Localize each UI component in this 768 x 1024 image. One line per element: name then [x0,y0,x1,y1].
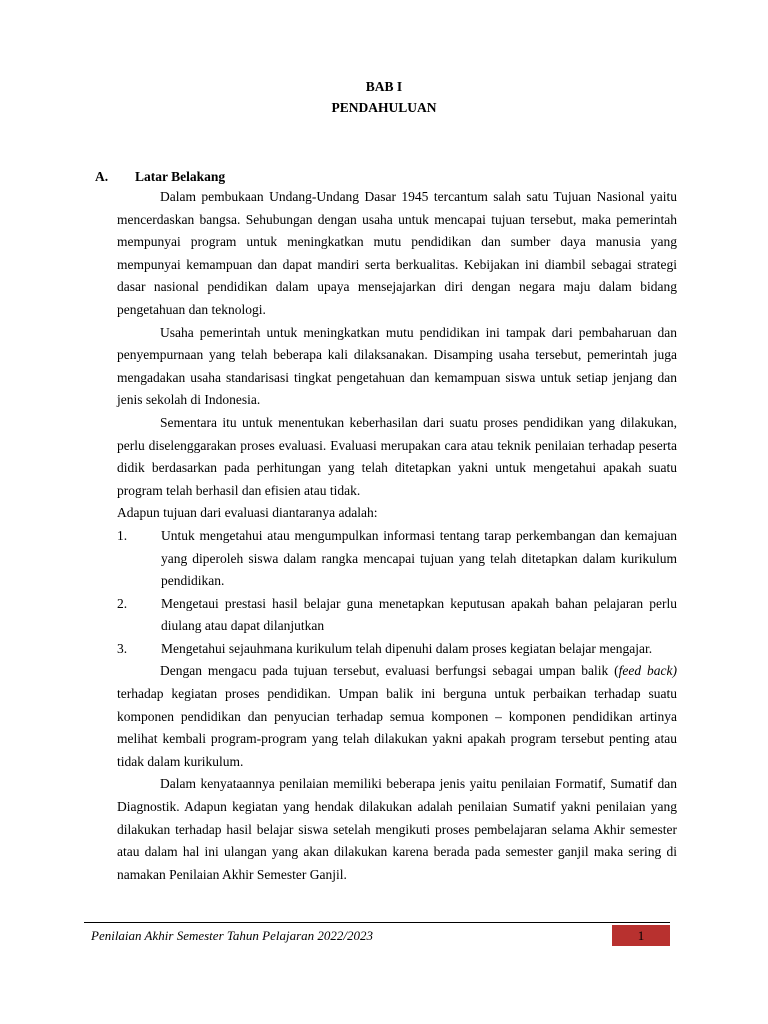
body-text [117,186,677,886]
paragraph-text: terhadap kegiatan proses pendidikan. Umpan balik ini berguna untuk perbaikan terhadap suatu komponen pendidikan dan penyucian terhadap semua komponen – komponen pendidikan artinya melihat kembali program-program yang telah dilakukan yakni apakah program tersebut penting atau tidak dalam kurikulum. [117,686,677,769]
list-item-text: Mengetahui sejauhmana kurikulum telah dipenuhi dalam proses kegiatan belajar mengajar. [161,640,653,656]
list-intro: Adapun tujuan dari evaluasi diantaranya adalah: [117,505,378,521]
paragraph: Sementara itu untuk menentukan keberhasilan dari suatu proses pendidikan yang dilakukan, perlu diselenggarakan proses evaluasi. Evaluasi merupakan cara atau teknik penilaian terhadap peserta didik berdasarkan pada perhitungan yang telah ditetapkan yakni untuk mengetahui apakah suatu program telah berhasil dan efisien atau tidak. [117,414,677,498]
section-number: A. [95,169,109,184]
list-item [117,638,677,661]
list-item-number: 1. [117,527,128,543]
paragraph-text: Dengan mengacu pada tujuan tersebut, evaluasi berfungsi sebagai umpan balik ( [160,663,619,679]
section-heading [95,169,225,185]
list-item [117,525,677,593]
paragraph: Dalam pembukaan Undang-Undang Dasar 1945 tercantum salah satu Tujuan Nasional yaitu mencerdaskan bangsa. Sehubungan dengan usaha untuk mencapai tujuan tersebut, maka pemerintah mempunyai program untuk meningkatkan mutu pendidikan dan sumber daya manusia yang mempunyai kemampuan dan dapat mandiri serta berkualitas. Kebijakan ini diambil sebagai strategi dasar nasional pendidikan dalam upaya mensejajarkan diri dengan negara maju dalam bidang pengetahuan dan teknologi. [117,189,677,317]
objectives-list [117,525,677,661]
footer-divider [84,922,670,923]
footer-text: Penilaian Akhir Semester Tahun Pelajaran 2022/2023 [91,928,374,943]
list-item-number: 3. [117,640,128,656]
section-title: Latar Belakang [135,169,226,184]
list-item-text: Mengetaui prestasi hasil belajar guna menetapkan keputusan apakah bahan pelajaran perlu diulang atau dapat dilanjutkan [161,595,677,634]
list-item-number: 2. [117,595,128,611]
list-item [117,593,677,638]
paragraph: Usaha pemerintah untuk meningkatkan mutu pendidikan ini tampak dari pembaharuan dan penyempurnaan yang telah beberapa kali dilaksanakan. Disamping usaha tersebut, pemerintah juga mengadakan usaha standarisasi tingkat pengetahuan dan kemampuan siswa untuk setiap jenjang dan jenis sekolah di Indonesia. [117,324,677,408]
chapter-number: BAB I [365,79,403,94]
paragraph-feedback [117,660,677,773]
paragraph: Dalam kenyataannya penilaian memiliki beberapa jenis yaitu penilaian Formatif, Sumatif dan Diagnostik. Adapun kegiatan yang hendak dilakukan adalah penilaian Sumatif yakni penilaian yang dilakukan terhadap hasil belajar siswa setelah mengikuti proses pembelajaran selama Akhir semester atau dalam hal ini ulangan yang akan dilakukan karena berada pada semester ganjil maka sering di namakan Penilaian Akhir Semester Ganjil. [117,776,677,882]
italic-term: feed back) [618,663,677,679]
list-item-text: Untuk mengetahui atau mengumpulkan informasi tentang tarap perkembangan dan kemajuan yang diperoleh siswa dalam rangka mencapai tujuan yang telah ditetapkan dalam kurikulum pendidikan. [161,527,677,589]
page-number-badge: 1 [612,925,670,946]
chapter-title: PENDAHULUAN [331,100,437,115]
